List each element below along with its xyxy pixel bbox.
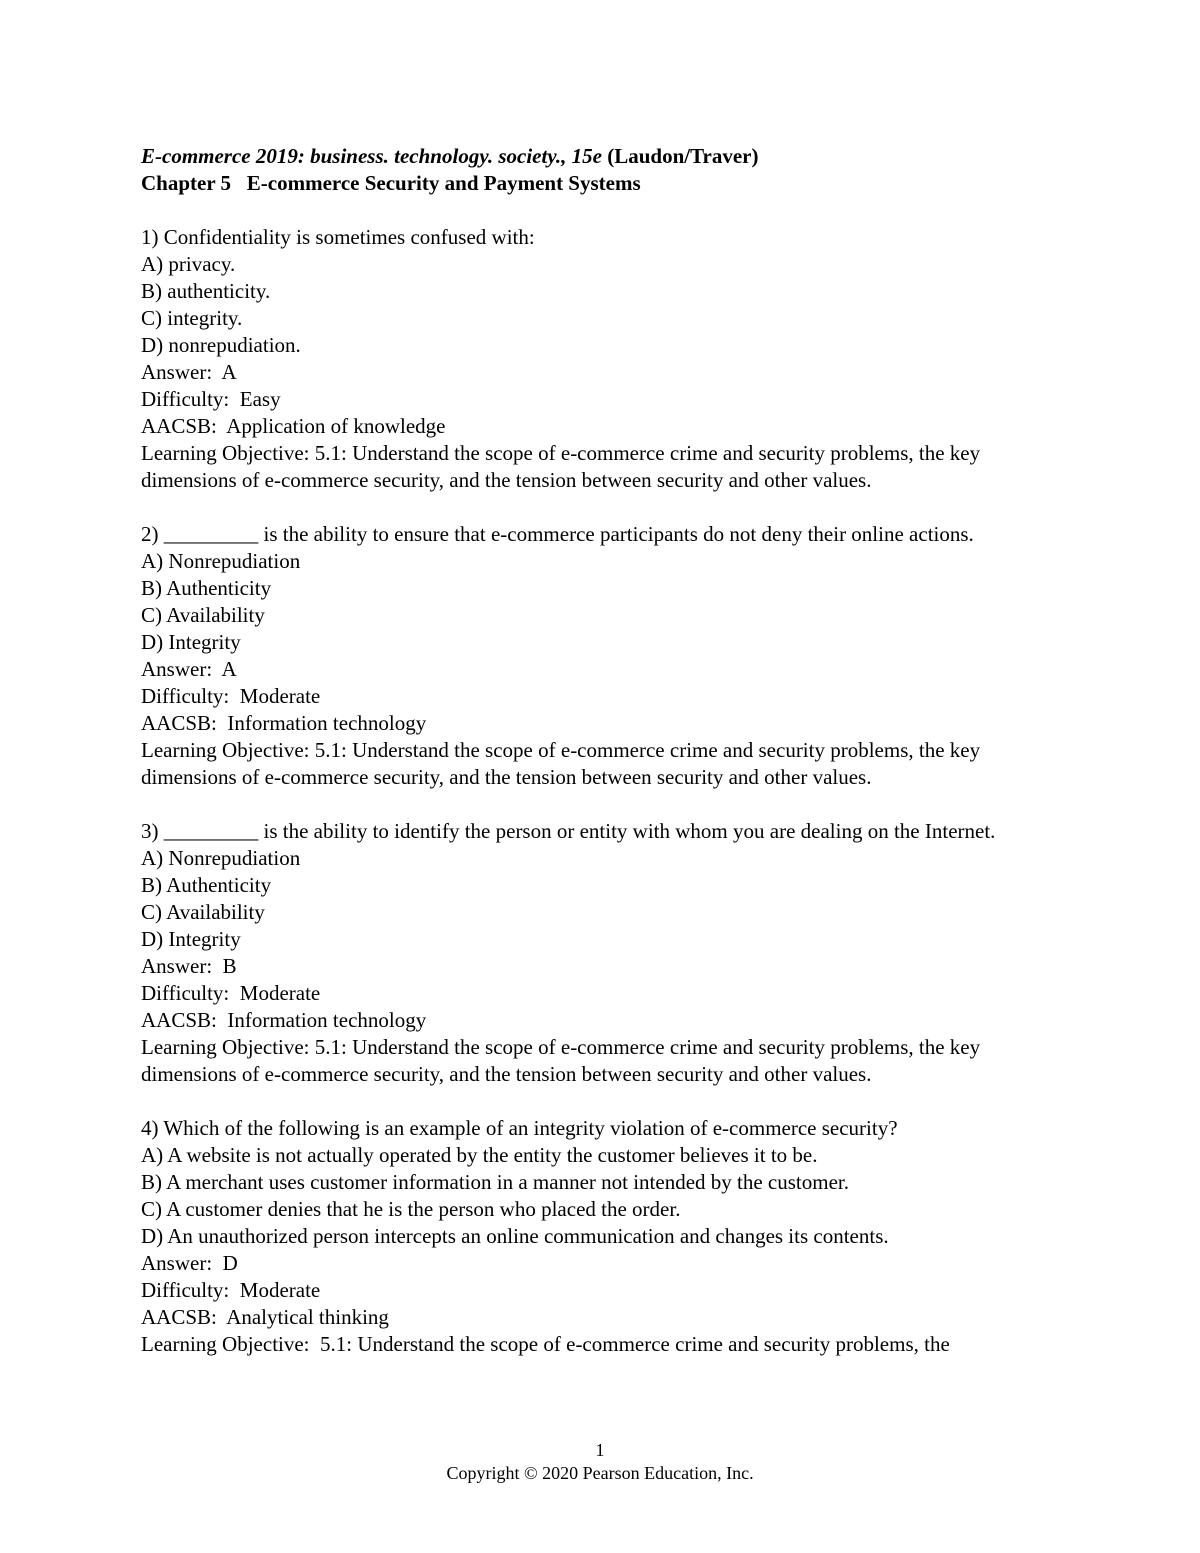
book-title-italic: E-commerce 2019: business. technology. society., 15e (141, 144, 602, 168)
difficulty: Difficulty: Moderate (141, 1278, 321, 1302)
option-c: C) Availability (141, 603, 265, 627)
question-stem: 3) _________ is the ability to identify the person or entity with whom you are dealing on the Internet. (141, 819, 996, 843)
aacsb: AACSB: Application of knowledge (141, 414, 446, 438)
answer: Answer: A (141, 360, 237, 384)
question-1 (141, 224, 1071, 494)
answer: Answer: B (141, 954, 237, 978)
option-a: A) A website is not actually operated by the entity the customer believes it to be. (141, 1143, 818, 1167)
option-c: C) Availability (141, 900, 265, 924)
aacsb: AACSB: Information technology (141, 1008, 427, 1032)
option-d: D) Integrity (141, 630, 241, 654)
option-a: A) Nonrepudiation (141, 549, 301, 573)
option-c: C) A customer denies that he is the person who placed the order. (141, 1197, 681, 1221)
question-2 (141, 521, 1071, 791)
option-d: D) An unauthorized person intercepts an online communication and changes its contents. (141, 1224, 889, 1248)
learning-objective: Learning Objective: 5.1: Understand the scope of e-commerce crime and security problems, the key dimensions of e-commerce security, and the tension between security and other values. (141, 1035, 981, 1086)
question-stem: 1) Confidentiality is sometimes confused with: (141, 225, 535, 249)
learning-objective: Learning Objective: 5.1: Understand the scope of e-commerce crime and security problems, the key dimensions of e-commerce security, and the tension between security and other values. (141, 738, 981, 789)
option-c: C) integrity. (141, 306, 243, 330)
aacsb: AACSB: Analytical thinking (141, 1305, 389, 1329)
question-stem: 2) _________ is the ability to ensure that e-commerce participants do not deny their online actions. (141, 522, 974, 546)
answer: Answer: A (141, 657, 237, 681)
document-body (141, 143, 1071, 1385)
question-4 (141, 1115, 1071, 1358)
option-d: D) nonrepudiation. (141, 333, 301, 357)
answer: Answer: D (141, 1251, 238, 1275)
question-3 (141, 818, 1071, 1088)
option-a: A) Nonrepudiation (141, 846, 301, 870)
chapter-title: Chapter 5 E-commerce Security and Payment Systems (141, 171, 641, 195)
aacsb: AACSB: Information technology (141, 711, 427, 735)
page-number: 1 (595, 1440, 605, 1460)
book-title (141, 143, 1071, 170)
option-d: D) Integrity (141, 927, 241, 951)
question-stem: 4) Which of the following is an example of an integrity violation of e-commerce security? (141, 1116, 898, 1140)
option-a: A) privacy. (141, 252, 236, 276)
copyright-notice: Copyright © 2020 Pearson Education, Inc. (446, 1463, 754, 1483)
option-b: B) A merchant uses customer information in a manner not intended by the customer. (141, 1170, 850, 1194)
difficulty: Difficulty: Moderate (141, 981, 321, 1005)
learning-objective: Learning Objective: 5.1: Understand the scope of e-commerce crime and security problems, the key dimensions of e-commerce security, and the tension between security and other values. (141, 441, 981, 492)
learning-objective: Learning Objective: 5.1: Understand the scope of e-commerce crime and security problems, the (141, 1332, 950, 1356)
option-b: B) authenticity. (141, 279, 271, 303)
difficulty: Difficulty: Moderate (141, 684, 321, 708)
option-b: B) Authenticity (141, 576, 272, 600)
difficulty: Difficulty: Easy (141, 387, 281, 411)
book-authors: (Laudon/Traver) (601, 144, 759, 168)
option-b: B) Authenticity (141, 873, 272, 897)
spacer (141, 197, 1071, 224)
